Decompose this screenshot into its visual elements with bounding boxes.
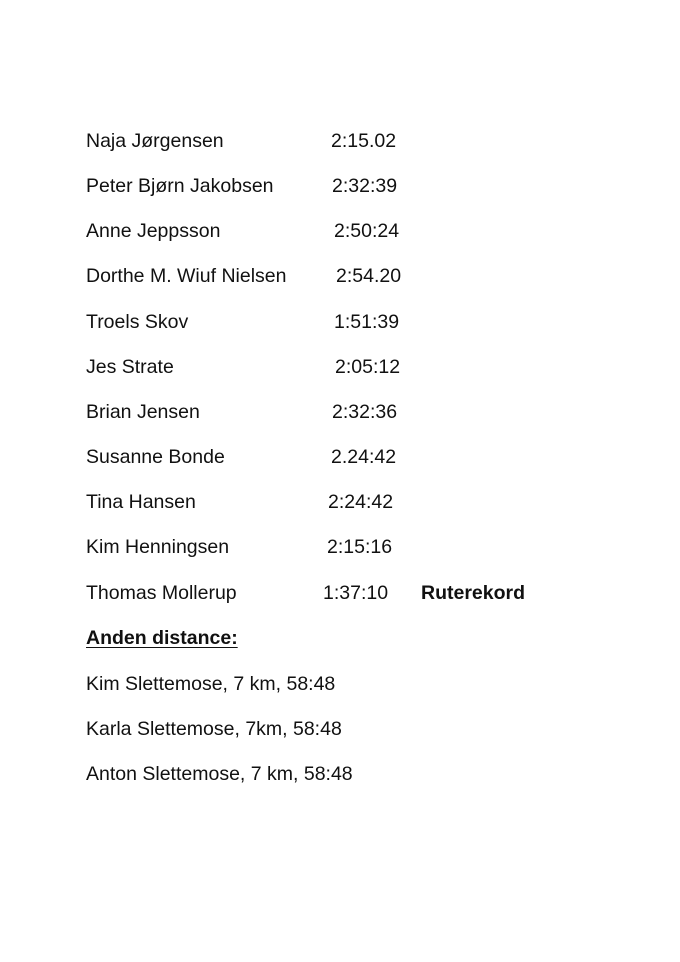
result-time: 2:32:39 — [332, 175, 398, 197]
result-name: Dorthe M. Wiuf Nielsen — [86, 265, 287, 287]
result-name: Anne Jeppsson — [86, 220, 221, 242]
result-time: 2:15.02 — [331, 130, 397, 152]
result-name: Troels Skov — [86, 311, 189, 333]
result-time: 2:32:36 — [332, 401, 398, 423]
result-time: 2.24:42 — [331, 446, 397, 468]
result-time: 1:51:39 — [334, 311, 400, 333]
result-name: Susanne Bonde — [86, 446, 225, 468]
result-time: 2:05:12 — [335, 356, 401, 378]
result-name: Kim Henningsen — [86, 536, 230, 558]
result-time: 2:54.20 — [336, 265, 402, 287]
result-time: 1:37:10 — [323, 582, 389, 604]
result-name: Jes Strate — [86, 356, 174, 378]
result-time: 2:24:42 — [328, 491, 394, 513]
result-name: Peter Bjørn Jakobsen — [86, 175, 274, 197]
result-name: Thomas Mollerup — [86, 582, 237, 604]
result-time: 2:50:24 — [334, 220, 400, 242]
other-distance-entry: Anton Slettemose, 7 km, 58:48 — [86, 763, 353, 785]
other-distance-heading: Anden distance: — [86, 627, 238, 649]
result-name: Brian Jensen — [86, 401, 200, 423]
result-name: Naja Jørgensen — [86, 130, 224, 152]
other-distance-entry: Kim Slettemose, 7 km, 58:48 — [86, 673, 336, 695]
other-distance-entry: Karla Slettemose, 7km, 58:48 — [86, 718, 342, 740]
result-time: 2:15:16 — [327, 536, 393, 558]
route-record-note: Ruterekord — [421, 582, 526, 604]
result-name: Tina Hansen — [86, 491, 196, 513]
